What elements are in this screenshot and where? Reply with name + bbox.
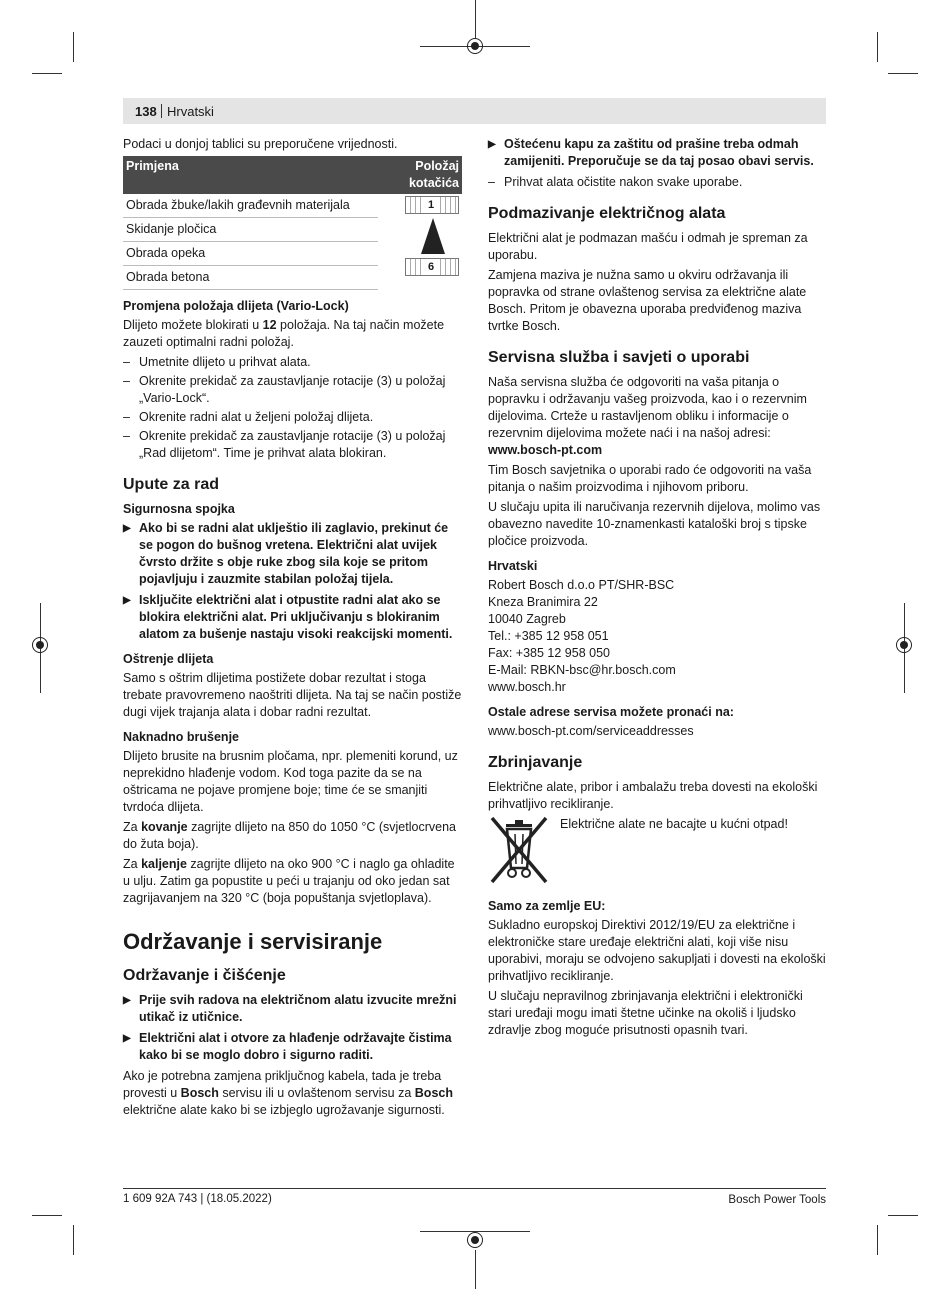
lubrication-text: Zamjena maziva je nužna samo u okviru održavanja ili popravka od strane ovlaštenog servisa za električne alate Bosch. Pritom je obavezna uporaba predviđenog maziva tvrtke Bosch. <box>488 268 807 333</box>
crop-mark <box>877 1225 878 1255</box>
eu-text: U slučaju nepravilnog zbrinjavanja električni i elektronički stari uređaji mogu imati štetne učinke na okoliš i ljudsko zdravlje zbog moguće prisutnosti opasnih tvari. <box>488 989 803 1037</box>
hardening-text: Za kaljenje zagrijte dlijeto na oko 900 °C i naglo ga ohladite u ulju. Zatim ga popustite u peći u trajanju od oko jedan sat zagrijavanjem na 320 °C (boja popuštanja svjetloplava). <box>123 857 455 905</box>
table-row: Obrada betona <box>123 266 378 290</box>
work-instructions-heading: Upute za rad <box>123 476 220 493</box>
lubrication-heading: Podmazivanje električnog alata <box>488 205 726 222</box>
address-line: 10040 Zagreb <box>488 612 566 626</box>
crop-mark <box>475 0 476 38</box>
wheel-position-bottom: 6 <box>424 259 438 275</box>
application-table <box>123 156 462 290</box>
warning-item: ▶ Ako bi se radni alat uklještio ili zaglavio, prekinut će se pogon do bušnog vretena. Električni alat uvijek čvrsto držite s obje ruke zbog sila koje se pritom pojavljuju i zauzmite stabilan položaj tijela. <box>123 521 449 586</box>
regrinding-heading: Naknadno brušenje <box>123 730 239 744</box>
left-column <box>123 136 463 1122</box>
table-intro: Podaci u donjoj tablici su preporučene vrijednosti. <box>123 137 398 151</box>
service-url[interactable]: www.bosch-pt.com <box>488 443 603 457</box>
crop-mark <box>888 1215 918 1216</box>
page-footer <box>123 1188 826 1208</box>
arrow-bullet-icon: ▶ <box>123 1033 131 1044</box>
vario-step: – Okrenite prekidač za zaustavljanje rotacije (3) u položaj „Vario-Lock“. <box>123 373 463 407</box>
table-row: Obrada opeka <box>123 242 378 266</box>
vario-lock-heading: Promjena položaja dlijeta (Vario-Lock) <box>123 299 349 313</box>
sharpening-heading: Oštrenje dlijeta <box>123 652 214 666</box>
arrow-bullet-icon: ▶ <box>123 595 131 606</box>
arrow-bullet-icon: ▶ <box>488 139 496 150</box>
service-text: Tim Bosch savjetnika o uporabi rado će odgovoriti na vaša pitanja o našim proizvodima i njihovom priboru. <box>488 463 812 494</box>
warning-item: ▶ Oštećenu kapu za zaštitu od prašine treba odmah zamijeniti. Preporučuje se da taj posao obavi servis. <box>488 137 814 168</box>
eu-heading: Samo za zemlje EU: <box>488 899 606 913</box>
forging-text: Za kovanje zagrijte dlijeto na 850 do 1050 °C (svjetlocrvena do žuta boja). <box>123 820 456 851</box>
address-website[interactable]: www.bosch.hr <box>488 680 566 694</box>
registration-mark-icon <box>467 1232 483 1248</box>
header-language: Hrvatski <box>167 104 214 119</box>
crop-mark <box>475 1250 476 1289</box>
crop-mark <box>73 32 74 62</box>
footer-doc-number: 1 609 92A 743 | (18.05.2022) <box>123 1193 272 1205</box>
warning-item: ▶ Prije svih radova na električnom alatu izvucite mrežni utikač iz utičnice. <box>123 993 457 1024</box>
weee-notice <box>488 816 828 886</box>
registration-mark-icon <box>896 637 912 653</box>
crop-mark <box>877 32 878 62</box>
service-text: U slučaju upita ili naručivanja rezervnih dijelova, molimo vas obavezno navedite 10-znamenkasti kataloški broj s tipske pločice proizvoda. <box>488 500 821 548</box>
cleaning-heading: Održavanje i čišćenje <box>123 967 286 984</box>
disposal-heading: Zbrinjavanje <box>488 754 583 771</box>
eu-text: Sukladno europskoj Direktivi 2012/19/EU za električne i elektroničke stare uređaje električni alati, koji više nisu uporabivi, moraju se odvojeno sakupljati i dovesti na ekološki prihvatljivo recikliranje. <box>488 918 826 983</box>
other-addresses-heading: Ostale adrese servisa možete pronaći na: <box>488 705 734 719</box>
maintenance-heading: Održavanje i servisiranje <box>123 929 383 954</box>
header-divider <box>161 104 162 118</box>
footer-brand: Bosch Power Tools <box>728 1194 826 1206</box>
wheel-position-top: 1 <box>424 197 438 213</box>
table-header-position: Položaj kotačića <box>378 156 462 194</box>
address-email[interactable]: E-Mail: RBKN-bsc@hr.bosch.com <box>488 663 676 677</box>
crop-mark <box>73 1225 74 1255</box>
safety-clutch-heading: Sigurnosna spojka <box>123 502 235 516</box>
weee-text: Električne alate ne bacajte u kućni otpad! <box>560 817 788 831</box>
lubrication-text: Električni alat je podmazan mašću i odmah je spreman za uporabu. <box>488 231 808 262</box>
arrow-bullet-icon: ▶ <box>123 523 131 534</box>
table-row: Skidanje pločica <box>123 218 378 242</box>
cleaning-step: – Prihvat alata očistite nakon svake uporabe. <box>488 174 828 191</box>
address-line: Fax: +385 12 958 050 <box>488 646 610 660</box>
wheel-position-graphic <box>378 194 462 290</box>
registration-mark-icon <box>467 38 483 54</box>
address-line: Tel.: +385 12 958 051 <box>488 629 609 643</box>
increase-triangle-icon <box>421 218 445 254</box>
service-text: Naša servisna služba će odgovoriti na vaša pitanja o popravku i održavanju vašeg proizvoda, kao i o rezervnim dijelovima. Crteže u rastavljenom obliku i informacije o rezervnim dijelovima možete naći i na našoj adresi: <box>488 375 807 440</box>
table-header-application: Primjena <box>123 156 378 194</box>
warning-item: ▶ Isključite električni alat i otpustite radni alat ako se blokira električni alat. Pri uključivanju s blokiranim alatom za bušenje nastaju visoki reakcijski momenti. <box>123 593 453 641</box>
address-line: Robert Bosch d.o.o PT/SHR-BSC <box>488 578 675 592</box>
vario-step: – Okrenite radni alat u željeni položaj dlijeta. <box>123 409 463 426</box>
country-heading: Hrvatski <box>488 559 538 573</box>
table-row: Obrada žbuke/lakih građevnih materijala <box>123 194 378 218</box>
disposal-text: Električne alate, pribor i ambalažu treba dovesti na ekološki prihvatljivo recikliranje. <box>488 780 818 811</box>
service-heading: Servisna služba i savjeti o uporabi <box>488 349 750 366</box>
crop-mark <box>32 1215 62 1216</box>
warning-item: ▶ Električni alat i otvore za hlađenje održavajte čistima kako bi se moglo dobro i sigurno raditi. <box>123 1031 452 1062</box>
vario-lock-text: Dlijeto možete blokirati u 12 položaja. Na taj način možete zauzeti optimalni radni položaj. <box>123 318 445 349</box>
right-column <box>488 136 828 1042</box>
wheel-position-icon <box>405 196 459 214</box>
page-number: 138 <box>135 104 157 119</box>
arrow-bullet-icon: ▶ <box>123 995 131 1006</box>
sharpening-text: Samo s oštrim dlijetima postižete dobar rezultat i stoga trebate pravovremeno naoštriti dlijeta. Na taj se način postiže dugi vijek trajanja alata i dobar radni rezultat. <box>123 671 462 719</box>
vario-step: – Okrenite prekidač za zaustavljanje rotacije (3) u položaj „Rad dlijetom“. Time je prihvat alata blokiran. <box>123 428 463 462</box>
regrinding-text: Dlijeto brusite na brusnim pločama, npr. plemeniti korund, uz neprekidno hlađenje vodom. Kod toga pazite da se na oštricama ne pojave promjene boje; time će se smanjiti tvrdoća dlijeta. <box>123 749 458 814</box>
crossed-bin-icon <box>488 816 550 886</box>
registration-mark-icon <box>32 637 48 653</box>
address-line: Kneza Branimira 22 <box>488 595 598 609</box>
crop-mark <box>888 73 918 74</box>
wheel-position-icon <box>405 258 459 276</box>
page-header <box>123 98 826 124</box>
cable-replacement-text: Ako je potrebna zamjena priključnog kabela, tada je treba provesti u Bosch servisu ili u ovlaštenom servisu za Bosch električne alate kako bi se izbjeglo ugrožavanje sigurnosti. <box>123 1069 453 1117</box>
vario-step: – Umetnite dlijeto u prihvat alata. <box>123 354 463 371</box>
other-addresses-url[interactable]: www.bosch-pt.com/serviceaddresses <box>488 724 694 738</box>
crop-mark <box>32 73 62 74</box>
